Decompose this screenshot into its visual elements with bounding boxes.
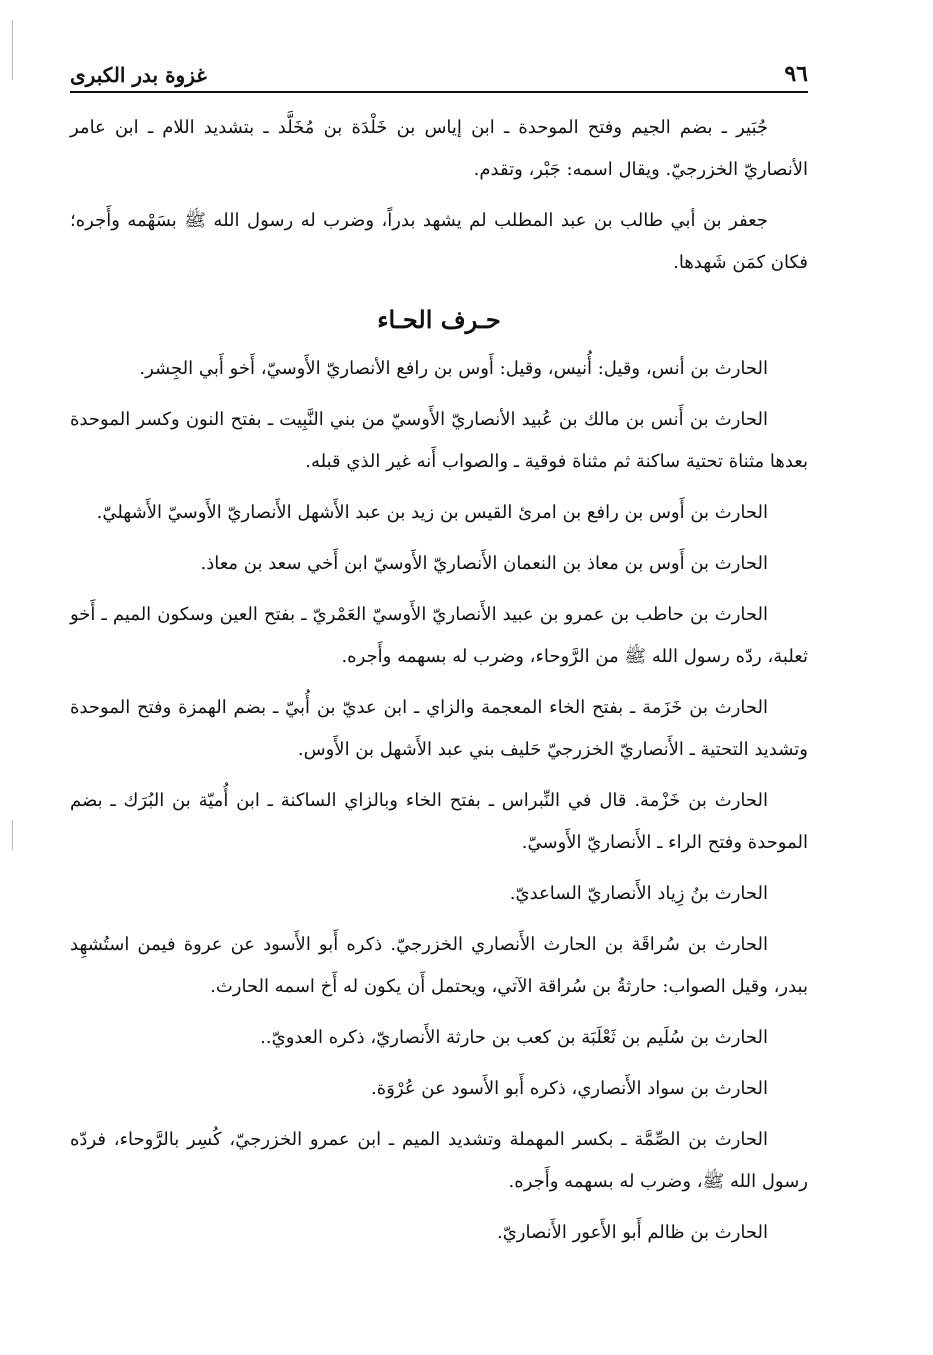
book-page — [70, 55, 808, 1263]
entry-paragraph: الحارث بن سُراقَة بن الحارث الأَنصاري الخزرجيّ. ذكره أَبو الأَسود عن عروة فيمن استُشهِد ببدر، وقيل الصواب: حارثةُ بن سُراقة الآتي، ويحتمل أَن يكون له أَخ اسمه الحارث. — [70, 934, 808, 997]
entry-paragraph: جعفر بن أبي طالب بن عبد المطلب لم يشهد بدراً، وضرب له رسول الله ﷺ بسَهْمه وأَجره؛ فكان كمَن شَهدها. — [70, 210, 808, 273]
entry-paragraph: الحارث بن أَوس بن رافع بن امرئ القيس بن زيد بن عبد الأَشهل الأَنصاريّ الأَوسيّ الأَشهليّ. — [96, 502, 768, 523]
margin-scan-mark — [12, 20, 13, 80]
entry-paragraph: جُبَير ـ بضم الجيم وفتح الموحدة ـ ابن إياس بن خَلْدَة بن مُخَلَّد ـ بتشديد اللام ـ ابن عامر الأنصاريّ الخزرجيّ. ويقال اسمه: جَبْر، وتقدم. — [70, 117, 808, 180]
section-heading: حـرف الحـاء — [377, 305, 501, 334]
entry-paragraph: الحارث بن سواد الأَنصاري، ذكره أَبو الأَسود عن عُرْوَة. — [371, 1078, 768, 1099]
entry-paragraph: الحارث بن أنس، وقيل: أُنيس، وقيل: أَوس بن رافع الأنصاريّ الأَوسيّ، أَخو أَبي الجِشر. — [139, 358, 768, 379]
entry-paragraph: الحارث بن خَزَمة ـ بفتح الخاء المعجمة والزاي ـ ابن عديّ بن أُبيّ ـ بضم الهمزة وفتح الموحدة وتشديد التحتية ـ الأَنصاريّ الخزرجيّ حَليف بني عبد الأَشهل بن الأَوس. — [70, 697, 808, 760]
entry-paragraph: الحارث بن الصِّمَّة ـ بكسر المهملة وتشديد الميم ـ ابن عمرو الخزرجيّ، كُسِر بالرَّوحاء، فردّه رسول الله ﷺ، وضرب له بسهمه وأَجره. — [70, 1129, 808, 1192]
entry-paragraph: الحارث بن أَنس بن مالك بن عُبيد الأنصاريّ الأَوسيّ من بني النَّبِيت ـ بفتح النون وكسر الموحدة بعدها مثناة تحتية ساكنة ثم مثناة فوقية ـ والصواب أَنه غير الذي قبله. — [70, 409, 808, 472]
entry-paragraph: الحارث بن سُلَيم بن ثَعْلَبَة بن كعب بن حارثة الأَنصاريّ، ذكره العدويّ.. — [260, 1027, 768, 1048]
page-number: ٩٦ — [784, 61, 808, 87]
entry-paragraph: الحارث بن خَزْمة. قال في النِّبراس ـ بفتح الخاء وبالزاي الساكنة ـ ابن أُميّة بن البُرَك ـ بضم الموحدة وفتح الراء ـ الأَنصاريّ الأَوسيّ. — [70, 790, 808, 853]
entry-paragraph: الحارث بن ظالم أَبو الأَعور الأَنصاريّ. — [496, 1222, 768, 1243]
page-header — [70, 55, 808, 93]
margin-scan-mark — [12, 820, 13, 850]
entry-paragraph: الحارث بن أَوس بن معاذ بن النعمان الأَنصاريّ الأَوسيّ ابن أَخي سعد بن معاذ. — [200, 553, 768, 574]
page-body — [70, 107, 808, 1254]
entry-paragraph: الحارث بنُ زِياد الأَنصاريّ الساعديّ. — [509, 883, 768, 904]
running-title: غزوة بدر الكبرى — [70, 63, 207, 87]
entry-paragraph: الحارث بن حاطب بن عمرو بن عبيد الأَنصاريّ الأَوسيّ العَمْريّ ـ بفتح العين وسكون الميم ـ أَخو ثعلبة، ردّه رسول الله ﷺ من الرَّوحاء، وضرب له بسهمه وأَجره. — [70, 604, 808, 667]
